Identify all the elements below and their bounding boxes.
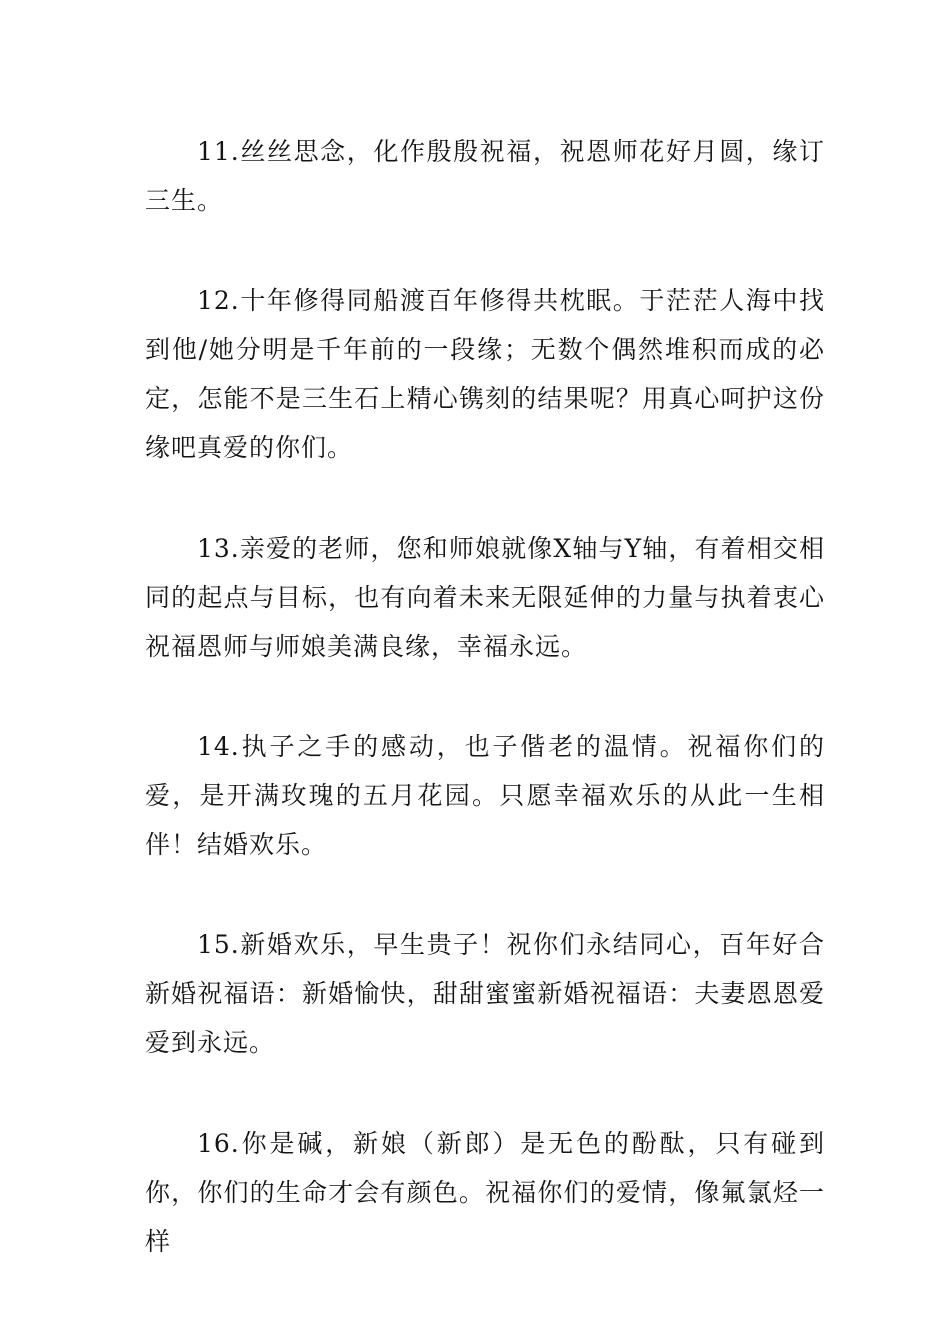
paragraph-15: 15.新婚欢乐，早生贵子！祝你们永结同心，百年好合新婚祝福语：新婚愉快，甜甜蜜蜜新婚祝福语：夫妻恩恩爱爱到永远。 [145, 930, 825, 1057]
paragraph-13: 13.亲爱的老师，您和师娘就像X轴与Y轴，有着相交相同的起点与目标，也有向着未来无限延伸的力量与执着衷心祝福恩师与师娘美满良缘，幸福永远。 [145, 534, 825, 661]
paragraph-11: 11.丝丝思念，化作殷殷祝福，祝恩师花好月圆，缘订三生。 [145, 137, 825, 215]
paragraph-16: 16.你是碱，新娘（新郎）是无色的酚酞，只有碰到你，你们的生命才会有颜色。祝福你们的爱情，像氟氯烃一样 [145, 1129, 825, 1256]
paragraph-14: 14.执子之手的感动，也子偕老的温情。祝福你们的爱，是开满玫瑰的五月花园。只愿幸福欢乐的从此一生相伴！结婚欢乐。 [145, 732, 825, 859]
paragraph-12: 12.十年修得同船渡百年修得共枕眠。于茫茫人海中找到他/她分明是千年前的一段缘；无数个偶然堆积而成的必定，怎能不是三生石上精心镌刻的结果呢？用真心呵护这份缘吧真爱的你们。 [145, 286, 825, 462]
